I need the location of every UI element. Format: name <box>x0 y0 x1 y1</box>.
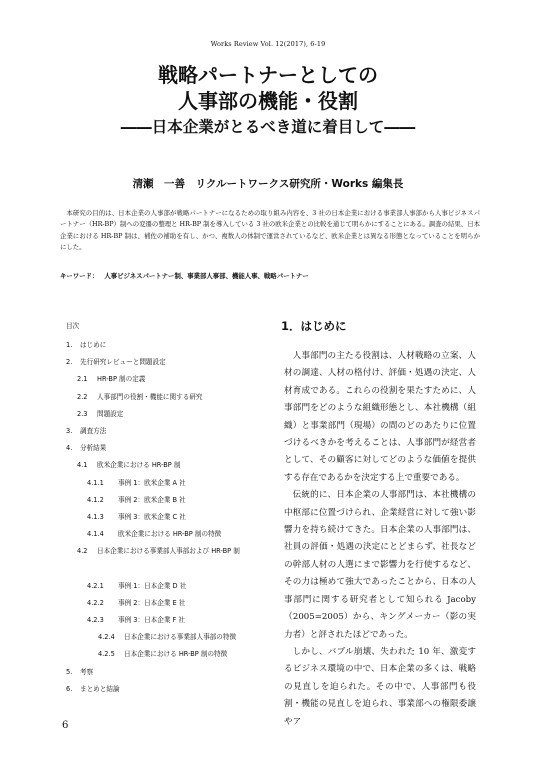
toc-list <box>66 337 276 698</box>
toc-item-number: 4.1.4 <box>87 530 104 539</box>
toc-item-number: 4.2.4 <box>98 633 115 642</box>
toc-item-number: 2.2 <box>77 392 88 401</box>
toc-item-text: はじめに <box>80 341 107 349</box>
paragraph: 伝統的に、日本企業の人事部門は、本社機構の中枢部に位置づけられ、企業経営に対して強い影響力を持ち続けてきた。日本企業の人事部門は、社員の評価・処遇の決定にとどまらず、社長などの幹部人材の人選にまで影響力を行使するなど、その力は極めて強大であったことから、日本の人事部門に関する研究者として知られる Jacoby（2005=2005）から、キングメーカー（影の実力者）と評されたほどであった。 <box>284 490 476 640</box>
toc-item-number: 3. <box>66 426 73 435</box>
toc-item <box>66 475 276 492</box>
toc-item-number: 4.2.1 <box>87 581 104 590</box>
toc-item-number: 4.2 <box>77 547 88 556</box>
toc-item-text: 欧米企業における HR-BP 制の特徴 <box>118 530 222 539</box>
toc-item-text: 考察 <box>80 667 94 676</box>
title-line-1: 戦略パートナーとしての <box>158 63 378 87</box>
toc-item <box>66 371 276 388</box>
toc-item <box>66 629 276 646</box>
toc-item-number: 4.2.2 <box>87 598 104 607</box>
toc-item-text: 事例 2：日本企業 E 社 <box>118 598 186 607</box>
toc-item-text: 日本企業における事業部人事部および HR-BP 制 <box>97 547 240 556</box>
toc-item-number: 4. <box>66 444 73 453</box>
section-body <box>284 348 476 731</box>
subtitle: ――日本企業がとるべき道に着目して―― <box>120 118 416 136</box>
toc-item <box>66 389 276 406</box>
toc-item-number: 6. <box>66 684 73 693</box>
section-1 <box>281 318 476 731</box>
toc-item-text: 分析結果 <box>80 444 107 453</box>
journal-header: Works Review Vol. 12(2017), 6-19 <box>210 40 326 48</box>
toc-item <box>66 354 276 371</box>
toc-item-text: 日本企業における HR-BP 制の特徴 <box>124 650 228 659</box>
toc-item-text: 欧米企業における HR-BP 制 <box>97 461 181 470</box>
toc-item <box>66 509 276 526</box>
toc-item <box>66 612 276 629</box>
keywords <box>60 271 480 280</box>
toc-item-number: 2.1 <box>77 375 88 384</box>
toc-item-text: 事例 1：日本企業 D 社 <box>118 581 187 590</box>
table-of-contents <box>66 320 276 698</box>
paragraph: しかし、バブル崩壊、失われた 10 年、激変するビジネス環境の中で、日本企業の多くは、戦略の見直しを迫られた。その中で、人事部門も役割・機能の見直しを迫られ、事業部への権限委譲やア <box>284 646 476 727</box>
toc-item-text: 人事部門の役割・機能に関する研究 <box>97 392 203 401</box>
toc-item-number: 4.1.1 <box>87 478 104 487</box>
toc-item <box>66 406 276 423</box>
page-number: 6 <box>62 720 69 731</box>
section-heading: 1．はじめに <box>281 319 347 333</box>
toc-item <box>66 595 276 612</box>
author-line: 清瀬 一善 リクルートワークス研究所・Works 編集長 <box>132 178 404 190</box>
toc-item-text: 事例 1：欧米企業 A 社 <box>118 478 186 487</box>
abstract: 本研究の目的は、日本企業の人事部が戦略パートナーになるための取り組み内容を、3 社の日本企業における事業部人事部から人事ビジネスパートナー（HR-BP）制への変遷の整理と HR-BP 制を導入している 3 社の欧米企業との比較を通じて明らかにすることにある。調査の結果、日本企業における HR-BP 制は、補佐の補助を有し、かつ、複数人の体制で運営されているなど、欧米企業とは異なる形態となっていることを明らかにした。 <box>60 209 480 251</box>
toc-item-text: 事例 2：欧米企業 B 社 <box>118 495 186 504</box>
toc-item-number: 5. <box>66 667 73 676</box>
toc-item-text: 先行研究レビューと問題設定 <box>80 358 166 367</box>
toc-item-number: 4.2.3 <box>87 616 104 625</box>
toc-item-number: 1. <box>66 341 73 349</box>
toc-item-text: 調査方法 <box>80 426 107 435</box>
toc-item-number: 2. <box>66 358 73 367</box>
toc-item-text: まとめと結論 <box>80 684 120 693</box>
toc-item-text: 事例 3：欧米企業 C 社 <box>118 512 186 521</box>
keywords-label: キーワード： <box>60 272 99 280</box>
toc-item <box>66 646 276 663</box>
toc-heading: 目次 <box>66 322 80 330</box>
toc-item <box>66 440 276 457</box>
toc-item-number: 4.1.3 <box>87 512 104 521</box>
toc-item-text: HR-BP 制の定義 <box>97 375 146 384</box>
toc-item-text: 事例 3：日本企業 F 社 <box>118 616 186 625</box>
toc-item-number: 2.3 <box>77 409 88 418</box>
title-line-2: 人事部の機能・役割 <box>178 89 358 113</box>
toc-item-text: 問題設定 <box>97 409 124 418</box>
toc-item <box>66 543 276 577</box>
article-title <box>0 62 536 138</box>
paragraph: 人事部門の主たる役割は、人材戦略の立案、人材の調達、人材の格付け、評価・処遇の決定、人材育成である。これらの役割を果たすために、人事部門をどのような組織形態とし、本社機構（組織）と事業部門（現場）の間のどのあたりに位置づけるべきかを考えることは、人事部門が経営者として、その顧客に対してどのような価値を提供する存在であるかを決定する上で重要である。 <box>284 351 476 483</box>
toc-item-number: 4.1.2 <box>87 495 104 504</box>
keywords-value: 人事ビジネスパートナー制、事業部人事部、機能人事、戦略パートナー <box>104 272 309 280</box>
toc-item <box>66 578 276 595</box>
toc-item <box>66 681 276 698</box>
toc-item <box>66 664 276 681</box>
toc-item <box>66 423 276 440</box>
toc-item <box>66 526 276 543</box>
toc-item-number: 4.1 <box>77 461 88 470</box>
toc-item <box>66 337 276 354</box>
toc-item <box>66 457 276 474</box>
toc-item-text: 日本企業における事業部人事部の特徴 <box>124 633 237 642</box>
toc-item <box>66 492 276 509</box>
toc-item-number: 4.2.5 <box>98 650 115 659</box>
